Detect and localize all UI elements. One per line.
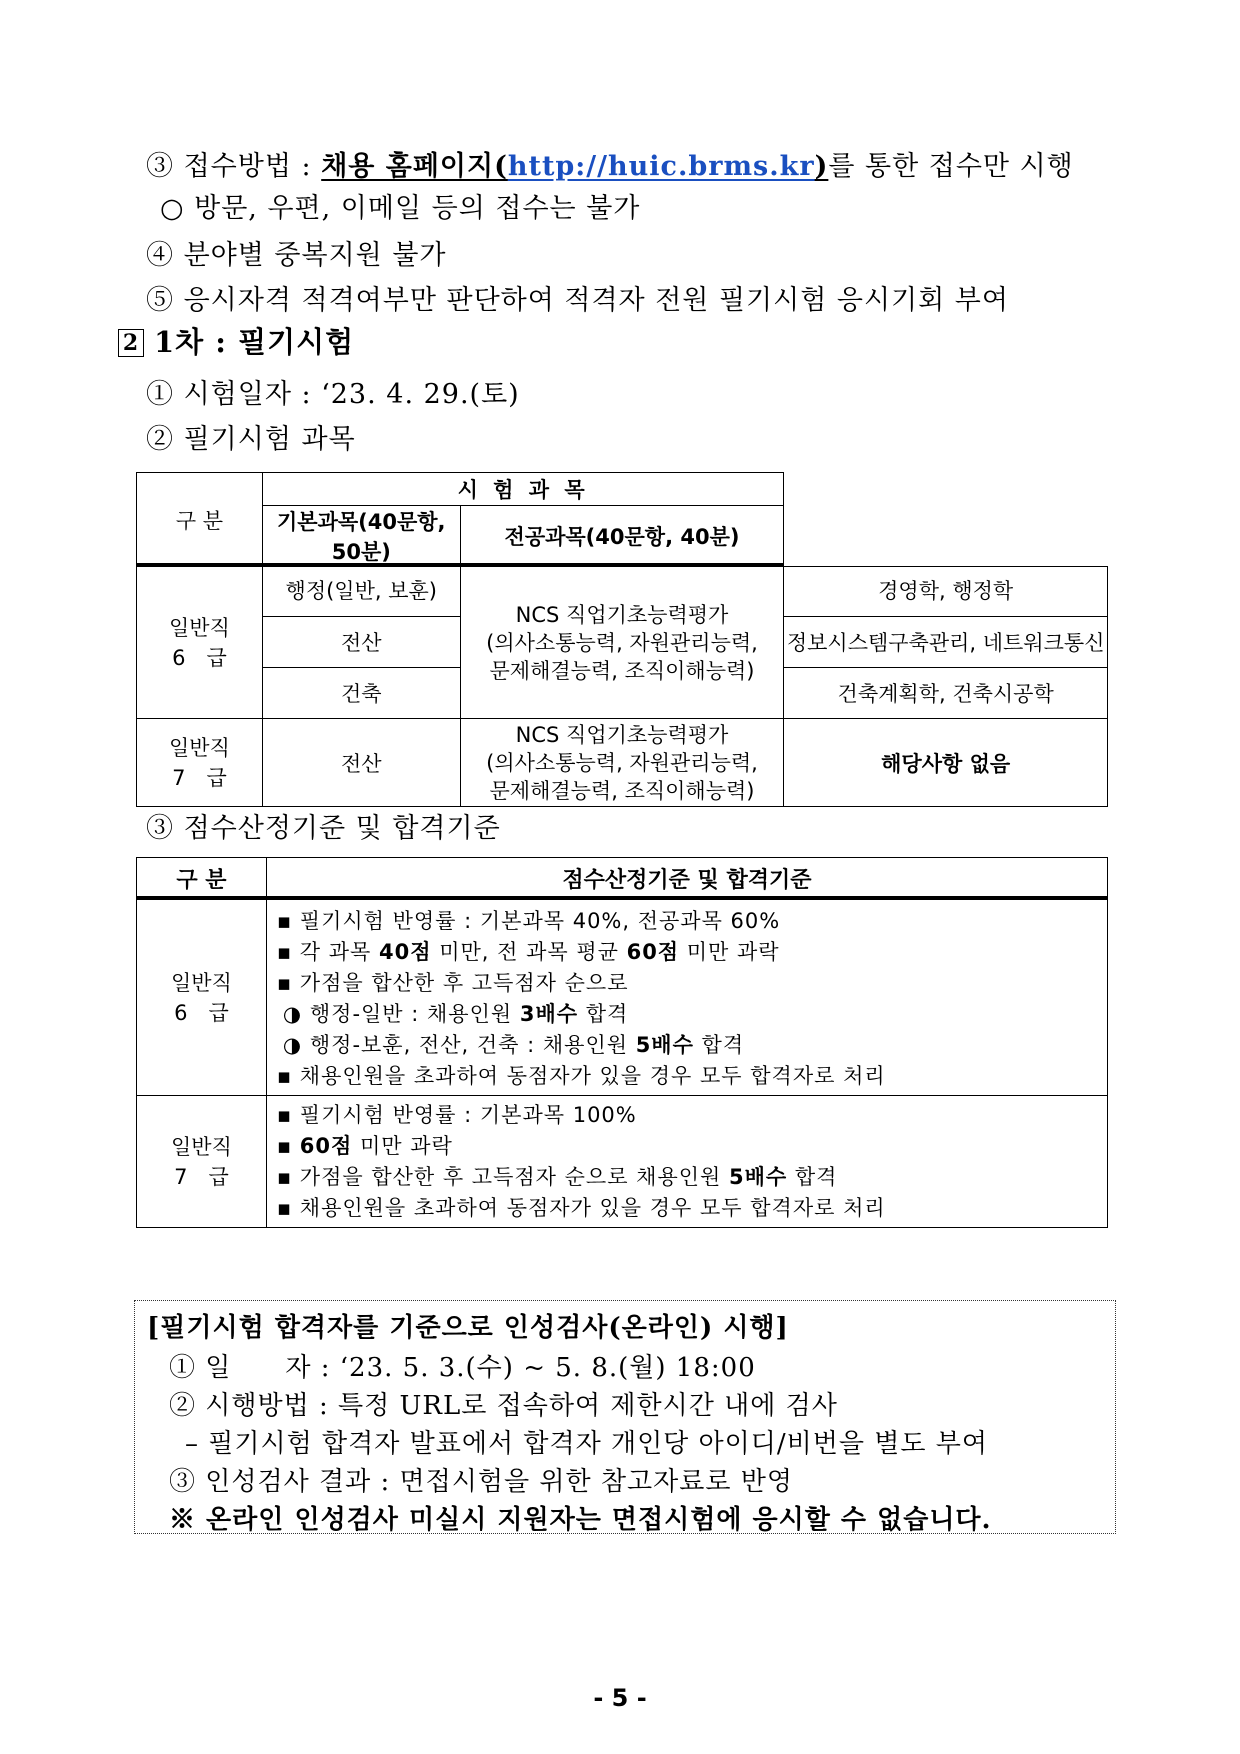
scoring-criteria-label: ③ 점수산정기준 및 합격기준 [146,813,501,844]
section2-heading: 2 1차 : 필기시험 [118,320,354,361]
list-item: ▪ 채용인원을 초과하여 동점자가 있을 경우 모두 합격자로 처리 [276,1063,886,1088]
subjects-major-arch: 건축계획학, 건축시공학 [784,668,1108,719]
subjects-basic-ncs: NCS 직업기초능력평가 (의사소통능력, 자원관리능력, 문제해결능력, 조직이해능력) [460,567,784,719]
list-item: ▪ 각 과목 40점 미만, 전 과목 평균 60점 미만 과락 [276,939,780,964]
criteria-table [136,857,1108,1228]
list-item: ▪ 가점을 합산한 후 고득점자 순으로 [276,970,629,995]
subjects-header-category: 구 분 [137,473,263,567]
subjects-field-it: 전산 [262,617,460,668]
item-application-method: ③ 접수방법 : 채용 홈페이지(http://huic.brms.kr)를 통한 접수만 시행 [146,151,1074,182]
subjects-header-major: 전공과목(40문항, 40분) [460,506,784,567]
criteria-grade7: 일반직 7 급 [137,1096,267,1228]
exam-subjects-label: ② 필기시험 과목 [146,424,356,455]
subjects-basic-ncs-7: NCS 직업기초능력평가 (의사소통능력, 자원관리능력, 문제해결능력, 조직이해능력) [460,719,784,807]
criteria-header-criteria: 점수산정기준 및 합격기준 [266,858,1107,900]
subjects-header-basic: 기본과목(40문항, 50분) [262,506,460,567]
subjects-grade6: 일반직 6 급 [137,567,263,719]
criteria-header-category: 구 분 [137,858,267,900]
criteria-grade7-content [266,1096,1107,1228]
list-item: ▪ 필기시험 반영률 : 기본과목 40%, 전공과목 60% [276,908,781,933]
section-number-box: 2 [118,329,144,357]
notice-item-method: ② 시행방법 : 특정 URL로 접속하여 제한시간 내에 검사 [169,1391,838,1421]
subjects-grade7: 일반직 7 급 [137,719,263,807]
criteria-grade6: 일반직 6 급 [137,900,267,1096]
item-eligibility: ⑤ 응시자격 적격여부만 판단하여 적격자 전원 필기시험 응시기회 부여 [146,285,1009,316]
subjects-major-admin: 경영학, 행정학 [784,567,1108,617]
subjects-major-none: 해당사항 없음 [784,719,1108,807]
subjects-header-subjects: 시 험 과 목 [262,473,783,506]
list-item: ◑ 행정-보훈, 전산, 건축 : 채용인원 5배수 합격 [282,1032,745,1057]
notice-item-result: ③ 인성검사 결과 : 면접시험을 위한 참고자료로 반영 [169,1467,793,1497]
notice-item-date: ① 일 자 : ‘23. 5. 3.(수) ~ 5. 8.(월) 18:00 [169,1353,756,1383]
notice-item-method-sub: – 필기시험 합격자 발표에서 합격자 개인당 아이디/비번을 별도 부여 [185,1429,989,1459]
list-item: ▪ 채용인원을 초과하여 동점자가 있을 경우 모두 합격자로 처리 [276,1195,886,1220]
list-item: ▪ 필기시험 반영률 : 기본과목 100% [276,1102,637,1127]
subjects-field-admin: 행정(일반, 보훈) [262,567,460,617]
personality-test-notice [134,1300,1116,1534]
item-no-duplicate: ④ 분야별 중복지원 불가 [146,240,447,271]
notice-title: [필기시험 합격자를 기준으로 인성검사(온라인) 시행] [147,1313,789,1343]
homepage-url-link[interactable]: http://huic.brms.kr [507,151,815,182]
subjects-field-it-7: 전산 [262,719,460,807]
list-item: ▪ 60점 미만 과락 [276,1133,453,1158]
item-application-sub: ○ 방문, 우편, 이메일 등의 접수는 불가 [160,193,641,224]
list-item: ◑ 행정-일반 : 채용인원 3배수 합격 [282,1001,629,1026]
criteria-grade6-content [266,900,1107,1096]
page-number: - 5 - [593,1684,647,1712]
subjects-major-it: 정보시스템구축관리, 네트워크통신 [784,617,1108,668]
exam-date: ① 시험일자 : ‘23. 4. 29.(토) [146,379,520,410]
notice-warning: ※ 온라인 인성검사 미실시 지원자는 면접시험에 응시할 수 없습니다. [169,1505,992,1535]
subjects-table [136,472,1108,807]
subjects-field-arch: 건축 [262,668,460,719]
list-item: ▪ 가점을 합산한 후 고득점자 순으로 채용인원 5배수 합격 [276,1164,838,1189]
homepage-highlight: 채용 홈페이지(http://huic.brms.kr) [321,151,829,182]
